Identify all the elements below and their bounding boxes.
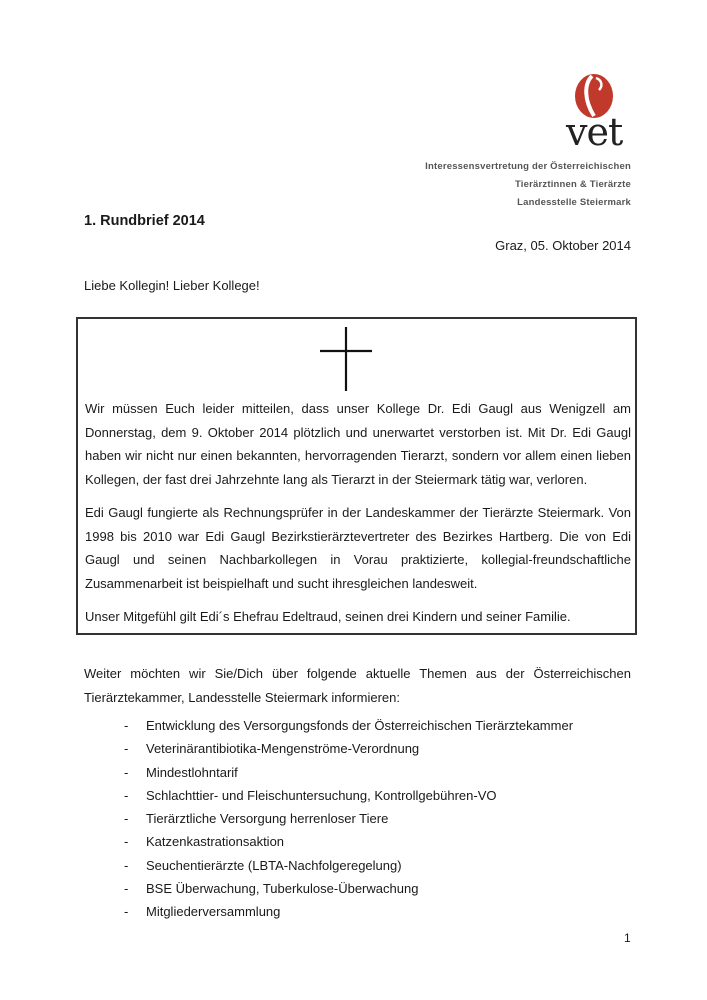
list-item-text: BSE Überwachung, Tuberkulose-Überwachung [146, 881, 419, 897]
logo-text: vet [566, 110, 623, 154]
obituary-paragraph-1: Wir müssen Euch leider mitteilen, dass unser Kollege Dr. Edi Gaugl aus Wenigzell am Donnerstag, dem 9. Oktober 2014 plötzlich und unerwartet verstorben ist. Mit Dr. Edi Gaugl haben wir nicht nur einen bekannten, hervorragenden Tierarzt, sondern vor allem einen lieben Kollegen, der fast drei Jahrzehnte lang als Tierarzt in der Steiermark tätig war, verloren. [85, 401, 631, 487]
vet-logo [562, 70, 622, 154]
list-marker: - [124, 857, 129, 873]
list-marker: - [124, 787, 129, 803]
list-item-text: Entwicklung des Versorgungsfonds der Österreichischen Tierärztekammer [146, 718, 574, 733]
list-item-text: Katzenkastrationsaktion [146, 834, 285, 850]
obituary-paragraph-3: Unser Mitgefühl gilt Edi´s Ehefrau Edeltraud, seinen drei Kindern und seiner Familie. [85, 609, 571, 624]
date-line: Graz, 05. Oktober 2014 [495, 238, 631, 253]
list-marker: - [124, 881, 129, 897]
list-item-text: Mitgliederversammlung [146, 904, 281, 920]
list-marker: - [124, 834, 129, 850]
topic-list [124, 714, 573, 924]
list-marker: - [124, 764, 129, 780]
page-number: 1 [624, 931, 631, 945]
list-item [124, 807, 573, 830]
list-item-text: Veterinärantibiotika-Mengenströme-Verordnung [146, 741, 420, 757]
list-item-text: Mindestlohntarif [146, 764, 238, 780]
org-line-3: Landesstelle Steiermark [517, 197, 631, 208]
list-item-text: Seuchentierärzte (LBTA-Nachfolgeregelung) [146, 857, 402, 873]
organization-block [425, 158, 631, 212]
salutation: Liebe Kollegin! Lieber Kollege! [84, 278, 260, 293]
page-title: 1. Rundbrief 2014 [84, 213, 205, 229]
cross-icon [320, 327, 372, 391]
obituary-paragraph-2: Edi Gaugl fungierte als Rechnungsprüfer in der Landeskammer der Tierärzte Steiermark. Von 1998 bis 2010 war Edi Gaugl Bezirkstierärztevertreter des Bezirkes Hartberg. Die von Edi Gaugl und seinen Nachbarkollegen in Vorau praktizierte, kollegial-freundschaftliche Zusammenarbeit ist beispielhaft und sucht ihresgleichen landesweit. [85, 505, 631, 591]
list-item [124, 830, 573, 853]
obituary-text [85, 397, 631, 639]
list-item [124, 784, 573, 807]
intro-paragraph: Weiter möchten wir Sie/Dich über folgende aktuelle Themen aus der Österreichischen Tierärztekammer, Landesstelle Steiermark informieren: [84, 666, 631, 705]
list-marker: - [124, 741, 129, 757]
list-item-text: Schlachttier- und Fleischuntersuchung, Kontrollgebühren-VO [146, 787, 497, 803]
org-line-2: Tierärztinnen & Tierärzte [514, 179, 631, 190]
list-marker: - [124, 718, 129, 733]
list-item [124, 877, 573, 900]
list-item [124, 714, 573, 737]
list-item [124, 737, 573, 760]
org-line-1: Interessensvertretung der Österreichischen [425, 161, 631, 172]
list-item [124, 900, 573, 923]
list-marker: - [124, 811, 129, 827]
list-marker: - [124, 904, 129, 920]
list-item-text: Tierärztliche Versorgung herrenloser Tiere [146, 811, 389, 827]
list-item [124, 761, 573, 784]
obituary-box [76, 317, 637, 635]
list-item [124, 854, 573, 877]
